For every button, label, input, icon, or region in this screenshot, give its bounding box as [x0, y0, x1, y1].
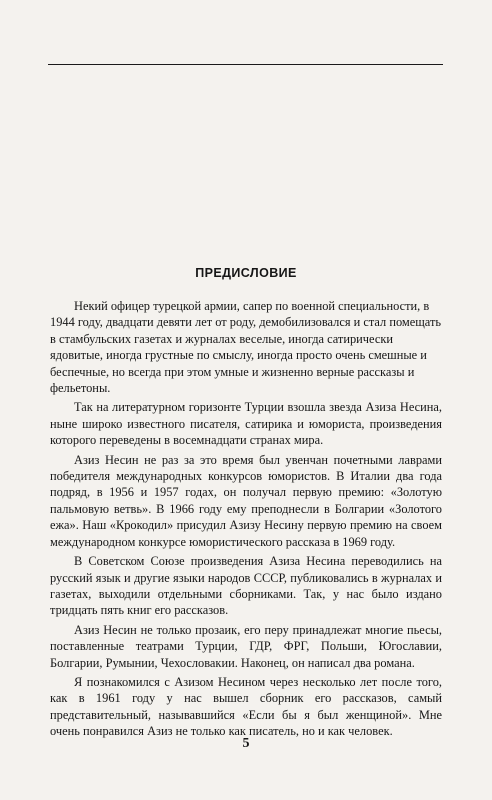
preface-body: [50, 298, 442, 743]
page-title: ПРЕДИСЛОВИЕ: [195, 266, 297, 280]
paragraph: Азиз Несин не раз за это время был увенчан почетными лаврами победителя международных конкурсов юмористов. В Италии два года подряд, в 1956 и 1957 годах, он получал первую премию: «Золотую пальмовую ветвь». В 1966 году ему преподнесли в Болгарии «Золотого ежа». Наш «Крокодил» присудил Азизу Несину первую премию на своем международном конкурсе юмористического рассказа в 1969 году.: [50, 452, 442, 549]
paragraph: Так на литературном горизонте Турции взошла звезда Азиза Несина, ныне широко известного писателя, сатирика и юмориста, произведения которого переведены в восемнадцати странах мира.: [50, 400, 442, 448]
top-rule: [48, 64, 443, 65]
paragraph: В Советском Союзе произведения Азиза Несина переводились на русский язык и другие языки народов СССР, публиковались в журналах и газетах, выходили отдельными сборниками. Так, у нас было издано тридцать пять книг его рассказов.: [50, 554, 442, 618]
paragraph: Азиз Несин не только прозаик, его перу принадлежат многие пьесы, поставленные театрами Турции, ГДР, ФРГ, Польши, Югославии, Болгарии, Румынии, Чехословакии. Наконец, он написал два романа.: [50, 622, 442, 670]
paragraph: Некий офицер турецкой армии, сапер по военной специальности, в 1944 году, двадцати девяти лет от роду, демобилизовался и стал помещать в стамбульских газетах и журналах веселые, иногда сатирически ядовитые, иногда грустные по смыслу, иногда просто очень смешные и беспечные, но всегда при этом умные и жизненно верные рассказы и фельетоны.: [50, 299, 442, 396]
paragraph: Я познакомился с Азизом Несином через несколько лет после того, как в 1961 году у нас вышел сборник его рассказов, самый представительный, называвшийся «Если бы я был женщиной». Мне очень понравился Азиз не только как писатель, но и как человек.: [50, 674, 442, 739]
page-number: 5: [242, 736, 250, 751]
